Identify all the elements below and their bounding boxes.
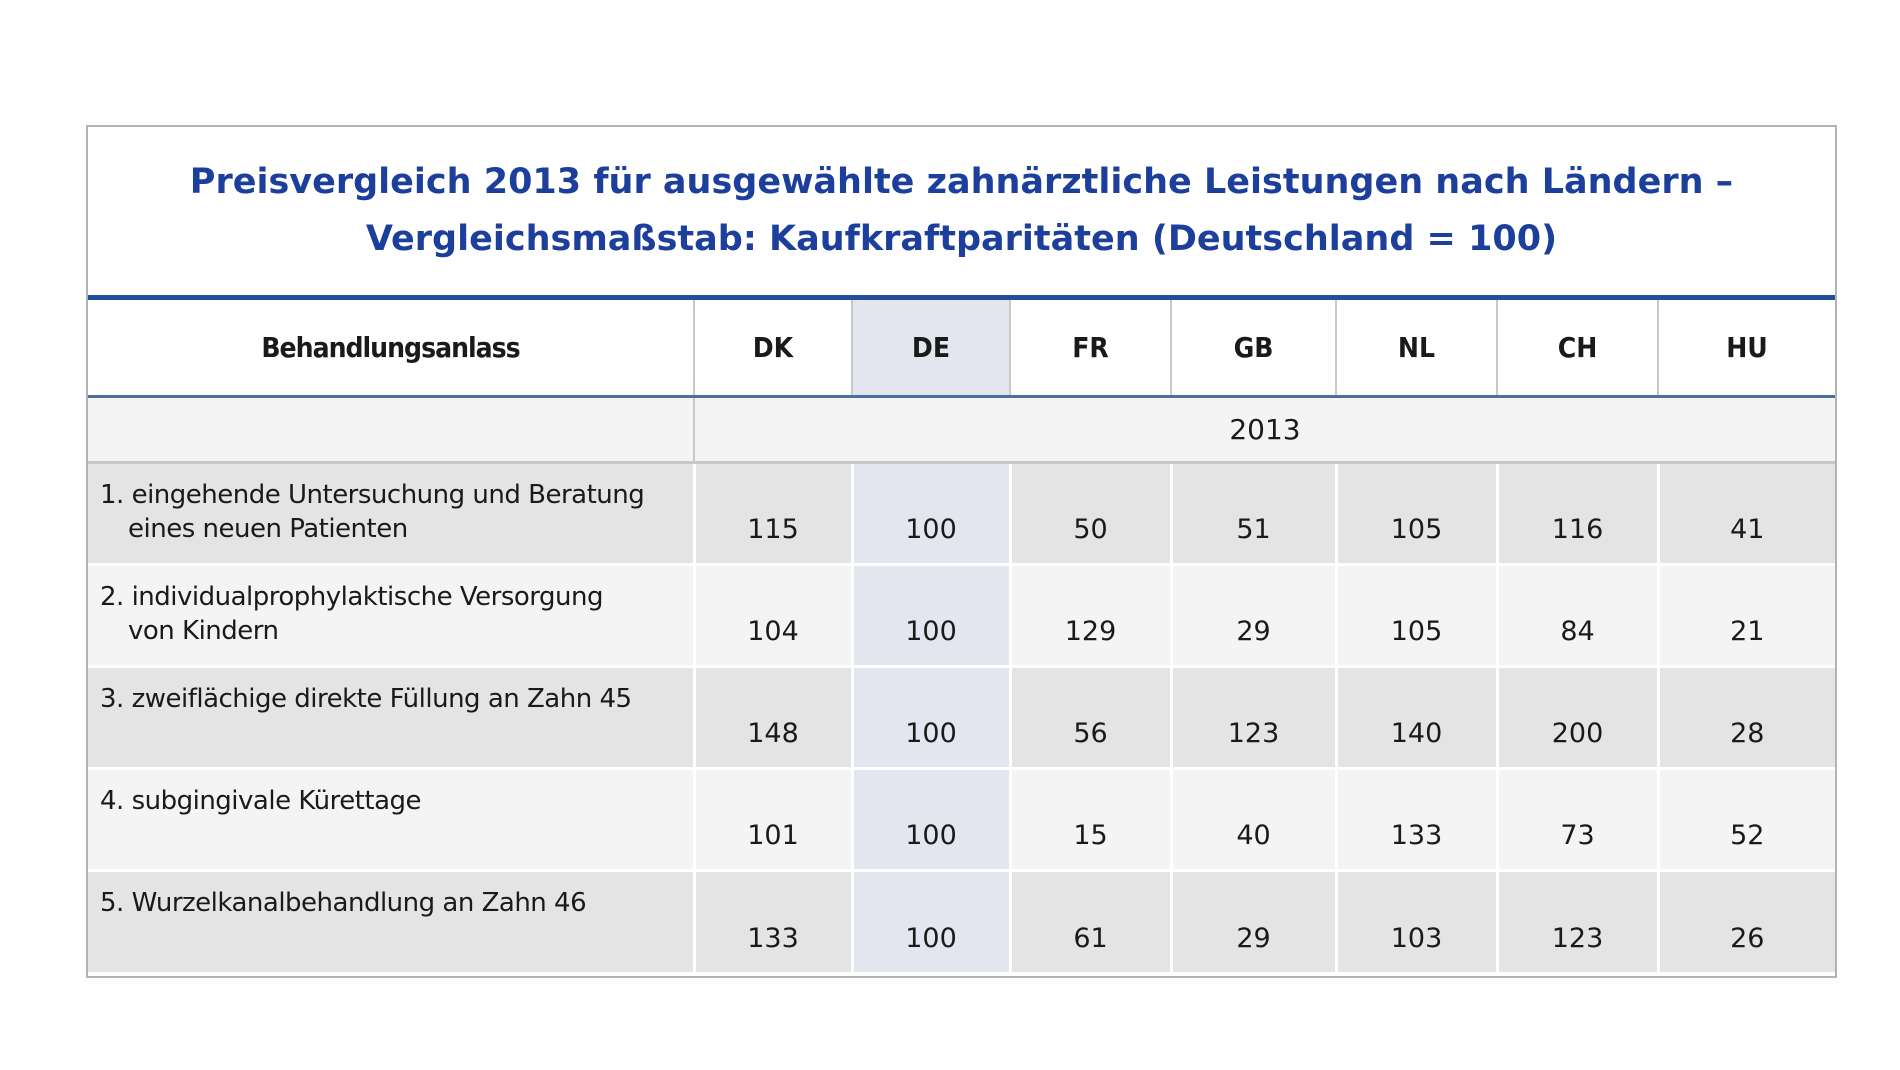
row-label-cell <box>88 666 694 768</box>
row-label-cell <box>88 870 694 972</box>
value-cell-gb: 40 <box>1171 768 1336 870</box>
column-header-de: DE <box>852 300 1010 396</box>
value-cell-gb: 29 <box>1171 870 1336 972</box>
column-header-hu: HU <box>1658 300 1835 396</box>
value-cell-fr: 129 <box>1010 564 1171 666</box>
header-row <box>88 300 1835 396</box>
row-label-line-1: 4. subgingivale Kürettage <box>100 785 422 816</box>
year-row <box>88 396 1835 462</box>
value-cell-nl: 105 <box>1336 462 1497 564</box>
value-cell-gb: 51 <box>1171 462 1336 564</box>
row-header-label: Behandlungsanlass <box>88 300 694 396</box>
title-line-2: Vergleichsmaßstab: Kaufkraftparitäten (Deutschland = 100) <box>365 219 1558 259</box>
row-label-cell <box>88 768 694 870</box>
value-cell-de: 100 <box>852 564 1010 666</box>
value-cell-dk: 104 <box>694 564 852 666</box>
row-label-line-2: von Kindern <box>128 615 279 646</box>
value-cell-ch: 84 <box>1497 564 1658 666</box>
value-cell-fr: 61 <box>1010 870 1171 972</box>
value-cell-ch: 123 <box>1497 870 1658 972</box>
table-row <box>88 564 1835 666</box>
table-title <box>88 127 1835 295</box>
column-header-gb: GB <box>1171 300 1336 396</box>
row-label-line-1: 5. Wurzelkanalbehandlung an Zahn 46 <box>100 887 587 918</box>
row-label-cell <box>88 462 694 564</box>
row-label-line-1: 2. individualprophylaktische Versorgung <box>100 581 603 612</box>
row-label-line-1: 1. eingehende Untersuchung und Beratung <box>100 479 645 510</box>
value-cell-nl: 133 <box>1336 768 1497 870</box>
value-cell-ch: 73 <box>1497 768 1658 870</box>
price-comparison-table-frame <box>86 125 1837 978</box>
column-header-fr: FR <box>1010 300 1171 396</box>
table-row <box>88 462 1835 564</box>
value-cell-de: 100 <box>852 768 1010 870</box>
value-cell-ch: 200 <box>1497 666 1658 768</box>
table-row <box>88 768 1835 870</box>
column-header-ch: CH <box>1497 300 1658 396</box>
table-row <box>88 870 1835 972</box>
value-cell-de: 100 <box>852 870 1010 972</box>
value-cell-hu: 41 <box>1658 462 1835 564</box>
value-cell-dk: 133 <box>694 870 852 972</box>
value-cell-fr: 15 <box>1010 768 1171 870</box>
value-cell-de: 100 <box>852 666 1010 768</box>
year-label: 2013 <box>694 396 1835 462</box>
value-cell-fr: 50 <box>1010 462 1171 564</box>
table-row <box>88 666 1835 768</box>
value-cell-dk: 101 <box>694 768 852 870</box>
value-cell-nl: 105 <box>1336 564 1497 666</box>
value-cell-ch: 116 <box>1497 462 1658 564</box>
value-cell-hu: 52 <box>1658 768 1835 870</box>
value-cell-gb: 123 <box>1171 666 1336 768</box>
year-row-label-cell <box>88 396 694 462</box>
value-cell-hu: 26 <box>1658 870 1835 972</box>
row-label-cell <box>88 564 694 666</box>
row-label-line-1: 3. zweiflächige direkte Füllung an Zahn 45 <box>100 683 632 714</box>
price-table <box>88 300 1835 972</box>
value-cell-de: 100 <box>852 462 1010 564</box>
row-label-line-2: eines neuen Patienten <box>128 513 408 544</box>
value-cell-gb: 29 <box>1171 564 1336 666</box>
column-header-dk: DK <box>694 300 852 396</box>
value-cell-fr: 56 <box>1010 666 1171 768</box>
value-cell-dk: 115 <box>694 462 852 564</box>
value-cell-hu: 28 <box>1658 666 1835 768</box>
value-cell-dk: 148 <box>694 666 852 768</box>
value-cell-nl: 103 <box>1336 870 1497 972</box>
value-cell-hu: 21 <box>1658 564 1835 666</box>
value-cell-nl: 140 <box>1336 666 1497 768</box>
column-header-nl: NL <box>1336 300 1497 396</box>
title-line-1: Preisvergleich 2013 für ausgewählte zahnärztliche Leistungen nach Ländern – <box>189 162 1734 202</box>
